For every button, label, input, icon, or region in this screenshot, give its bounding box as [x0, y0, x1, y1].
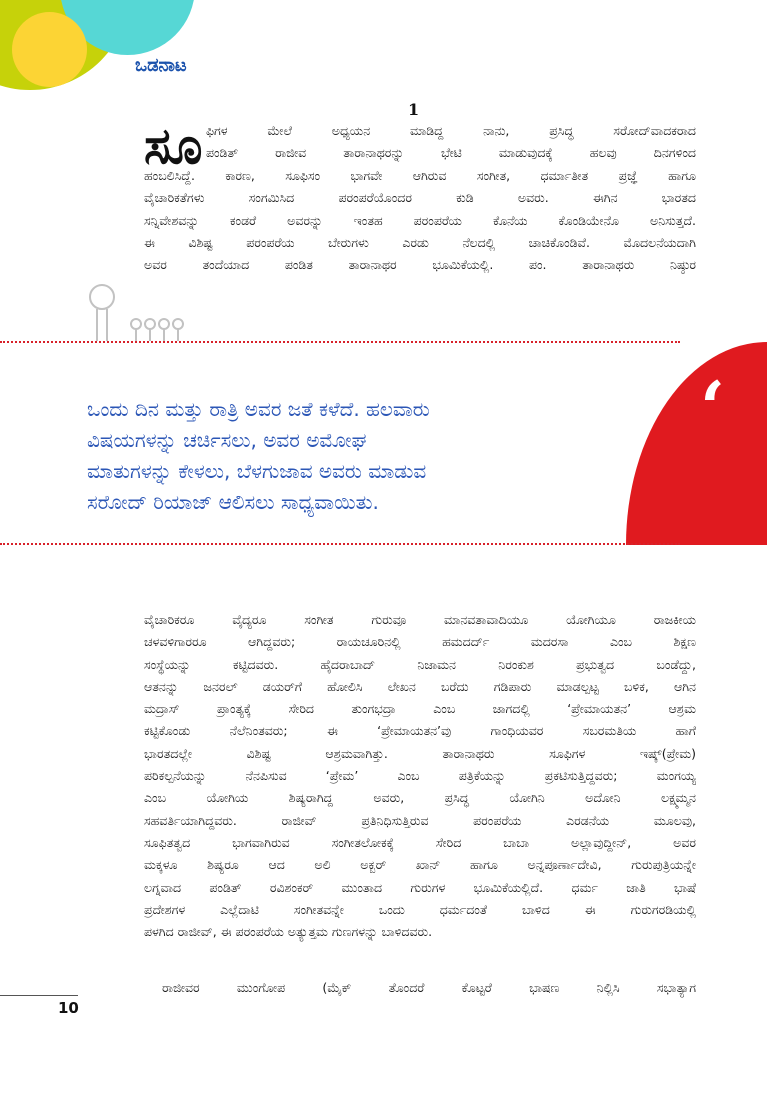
body-line: ಭಾರತದಲ್ಲೇ ವಿಶಿಷ್ಟ ಆಶ್ರಮವಾಗಿತ್ತು. ತಾರಾನಾಥರು ಸೂಫಿಗಳ ಇಷ್ಕ್(ಪ್ರೇಮ) [144, 745, 696, 761]
body-line: ಪರಿಕಲ್ಪನೆಯನ್ನು ನೆನಪಿಸುವ ‘ಪ್ರೇಮ’ ಎಂಬ ಪತ್ರಿಕೆಯನ್ನು ಪ್ರಕಟಿಸುತ್ತಿದ್ದವರು; ಮಂಗಯ್ಯ [144, 768, 696, 784]
chapter-number: 1 [408, 100, 420, 119]
body-line: ಮಕ್ಕಳೂ ಶಿಷ್ಯರೂ ಆದ ಅಲಿ ಅಕ್ಬರ್ ಖಾನ್ ಹಾಗೂ ಅನ್ನಪೂರ್ಣಾದೇವಿ, ಗುರುಪುತ್ರಿಯನ್ನೇ [144, 857, 696, 873]
pull-quote [87, 394, 607, 518]
drop-cap: ಸೂ [144, 117, 203, 175]
intro-line: ಪಂಡಿತ್ ರಾಜೀವ ತಾರಾನಾಥರನ್ನು ಭೇಟಿ ಮಾಡುವುದಕ್ಕೆ ಹಲವು ದಿನಗಳಿಂದ [206, 145, 696, 161]
divider-bottom [0, 543, 680, 545]
page-number: 10 [58, 999, 79, 1017]
pull-quote-line: ಸರೋದ್ ರಿಯಾಜ್ ಆಲಿಸಲು ಸಾಧ್ಯವಾಯಿತು. [87, 490, 379, 514]
intro-line: ಅವರ ತಂದೆಯಾದ ಪಂಡಿತ ತಾರಾನಾಥರ ಭೂಮಿಕೆಯಲ್ಲಿ. ಪಂ. ತಾರಾನಾಥರು ನಿಷ್ಠುರ [144, 257, 696, 273]
intro-line: ಫಿಗಳ ಮೇಲೆ ಅಧ್ಯಯನ ಮಾಡಿದ್ದ ನಾನು, ಪ್ರಸಿದ್ಧ ಸರೋದ್‌ವಾದಕರಾದ [206, 123, 696, 138]
footer-rule [0, 995, 78, 996]
body-line: ಲಗ್ನವಾದ ಪಂಡಿತ್ ರವಿಶಂಕರ್ ಮುಂತಾದ ಗುರುಗಳ ಭೂಮಿಕೆಯಲ್ಲಿದೆ. ಧರ್ಮ ಜಾತಿ ಭಾಷೆ [144, 879, 696, 895]
intro-paragraph [144, 117, 696, 277]
body-line: ಪ್ರದೇಶಗಳ ಎಲ್ಲೆದಾಟಿ ಸಂಗೀತವನ್ನೇ ಒಂದು ಧರ್ಮದಂತೆ ಬಾಳಿದ ಈ ಗುರುಗರಡಿಯಲ್ಲಿ [144, 901, 696, 917]
body-line: ವೈಚಾರಿಕರೂ ವೈದ್ಯರೂ ಸಂಗೀತ ಗುರುವೂ ಮಾನವತಾವಾದಿಯೂ ಯೋಗಿಯೂ ರಾಜಕೀಯ [144, 612, 696, 627]
intro-line: ಸನ್ನಿವೇಶವನ್ನು ಕಂಡರೆ ಅವರನ್ನು ಇಂತಹ ಪರಂಪರೆಯ ಕೊನೆಯ ಕೊಂಡಿಯೇನೊ ಅನಿಸುತ್ತದೆ. [144, 212, 696, 228]
body-line: ಸಂಸ್ಥೆಯನ್ನು ಕಟ್ಟಿದವರು. ಹೈದರಾಬಾದ್ ನಿಜಾಮನ ನಿರಂಕುಶ ಪ್ರಭುತ್ವದ ಬಂಡೆದ್ದು, [144, 656, 696, 672]
decorative-yellow-circle [12, 12, 87, 87]
lollipop-circles-icon [85, 283, 195, 343]
body-line: ಆತನನ್ನು ಜನರಲ್ ಡಯರ್‌ಗೆ ಹೋಲಿಸಿ ಲೇಖನ ಬರೆದು ಗಡಿಪಾರು ಮಾಡಲ್ಪಟ್ಟ ಬಳಿಕ, ಆಗಿನ [144, 678, 696, 694]
section-title: ಒಡನಾಟ [135, 55, 187, 76]
body-line: ಪಳಗಿದ ರಾಜೀವ್, ಈ ಪರಂಪರೆಯ ಅತ್ಯುತ್ತಮ ಗುಣಗಳನ್ನು ಬಾಳಿದವರು. [144, 924, 433, 940]
body-line: ಸೂಫಿತತ್ವದ ಭಾಗವಾಗಿರುವ ಸಂಗೀತಲೋಕಕ್ಕೆ ಸೇರಿದ ಬಾಬಾ ಅಲ್ಲಾವುದ್ದೀನ್, ಅವರ [144, 834, 696, 850]
body-line: ಕಟ್ಟಿಕೊಂಡು ನೆಲೆನಿಂತವರು; ಈ ‘ಪ್ರೇಮಾಯತನ’ವು ಗಾಂಧಿಯವರ ಸಬರಮತಿಯ ಹಾಗೆ [144, 723, 696, 739]
pull-quote-line: ವಿಷಯಗಳನ್ನು ಚರ್ಚಿಸಲು, ಅವರ ಅಮೋಘ [87, 428, 367, 452]
red-accent-shape [626, 342, 767, 545]
pull-quote-line: ಒಂದು ದಿನ ಮತ್ತು ರಾತ್ರಿ ಅವರ ಜತೆ ಕಳೆದೆ. ಹಲವಾರು [87, 397, 430, 421]
body-line: ಚಳವಳಿಗಾರರೂ ಆಗಿದ್ದವರು; ರಾಯಚೂರಿನಲ್ಲಿ ಹಮದರ್ದ್ ಮದರಸಾ ಎಂಬ ಶಿಕ್ಷಣ [144, 634, 696, 650]
body-line: ಎಂಬ ಯೋಗಿಯ ಶಿಷ್ಯರಾಗಿದ್ದ ಅವರು, ಪ್ರಸಿದ್ಧ ಯೋಗಿನಿ ಅದೋನಿ ಲಕ್ಷ್ಮಮ್ಮನ [144, 790, 696, 806]
body-paragraph [144, 609, 696, 943]
body-last-paragraph [144, 977, 696, 999]
intro-line: ಹಂಬಲಿಸಿದ್ದೆ. ಕಾರಣ, ಸೂಫಿಸಂ ಭಾಗವೇ ಆಗಿರುವ ಸಂಗೀತ, ಧರ್ಮಾತೀತ ಪ್ರಜ್ಞೆ ಹಾಗೂ [144, 167, 696, 183]
body-line: ಸಹವರ್ತಿಯಾಗಿದ್ದವರು. ರಾಜೀವ್ ಪ್ರತಿನಿಧಿಸುತ್ತಿರುವ ಪರಂಪರೆಯ ಎರಡನೆಯ ಮೂಲವು, [144, 812, 696, 828]
body-line: ಮದ್ರಾಸ್ ಪ್ರಾಂತ್ಯಕ್ಕೆ ಸೇರಿದ ತುಂಗಭದ್ರಾ ಎಂಬ ಜಾಗದಲ್ಲಿ ‘ಪ್ರೇಮಾಯತನ’ ಆಶ್ರಮ [144, 701, 696, 717]
divider-top [0, 341, 680, 343]
intro-line: ವೈಚಾರಿಕತೆಗಳು ಸಂಗಮಿಸಿದ ಪರಂಪರೆಯೊಂದರ ಕುಡಿ ಅವರು. ಈಗಿನ ಭಾರತದ [144, 190, 696, 206]
intro-line: ಈ ವಿಶಿಷ್ಟ ಪರಂಪರೆಯ ಬೇರುಗಳು ಎರಡು ನೆಲದಲ್ಲಿ ಚಾಚಿಕೊಂಡಿವೆ. ಮೊದಲನೆಯದಾಗಿ [144, 235, 696, 251]
pull-quote-line: ಮಾತುಗಳನ್ನು ಕೇಳಲು, ಬೆಳಗುಜಾವ ಅವರು ಮಾಡುವ [87, 459, 427, 483]
quote-mark-icon: ‘ [700, 365, 726, 450]
body-line: ರಾಜೀವರ ಮುಂಗೋಪ (ಮೈಕ್ ತೊಂದರೆ ಕೊಟ್ಟರೆ ಭಾಷಣ ನಿಲ್ಲಿಸಿ ಸಭಾತ್ಯಾಗ [162, 980, 696, 995]
